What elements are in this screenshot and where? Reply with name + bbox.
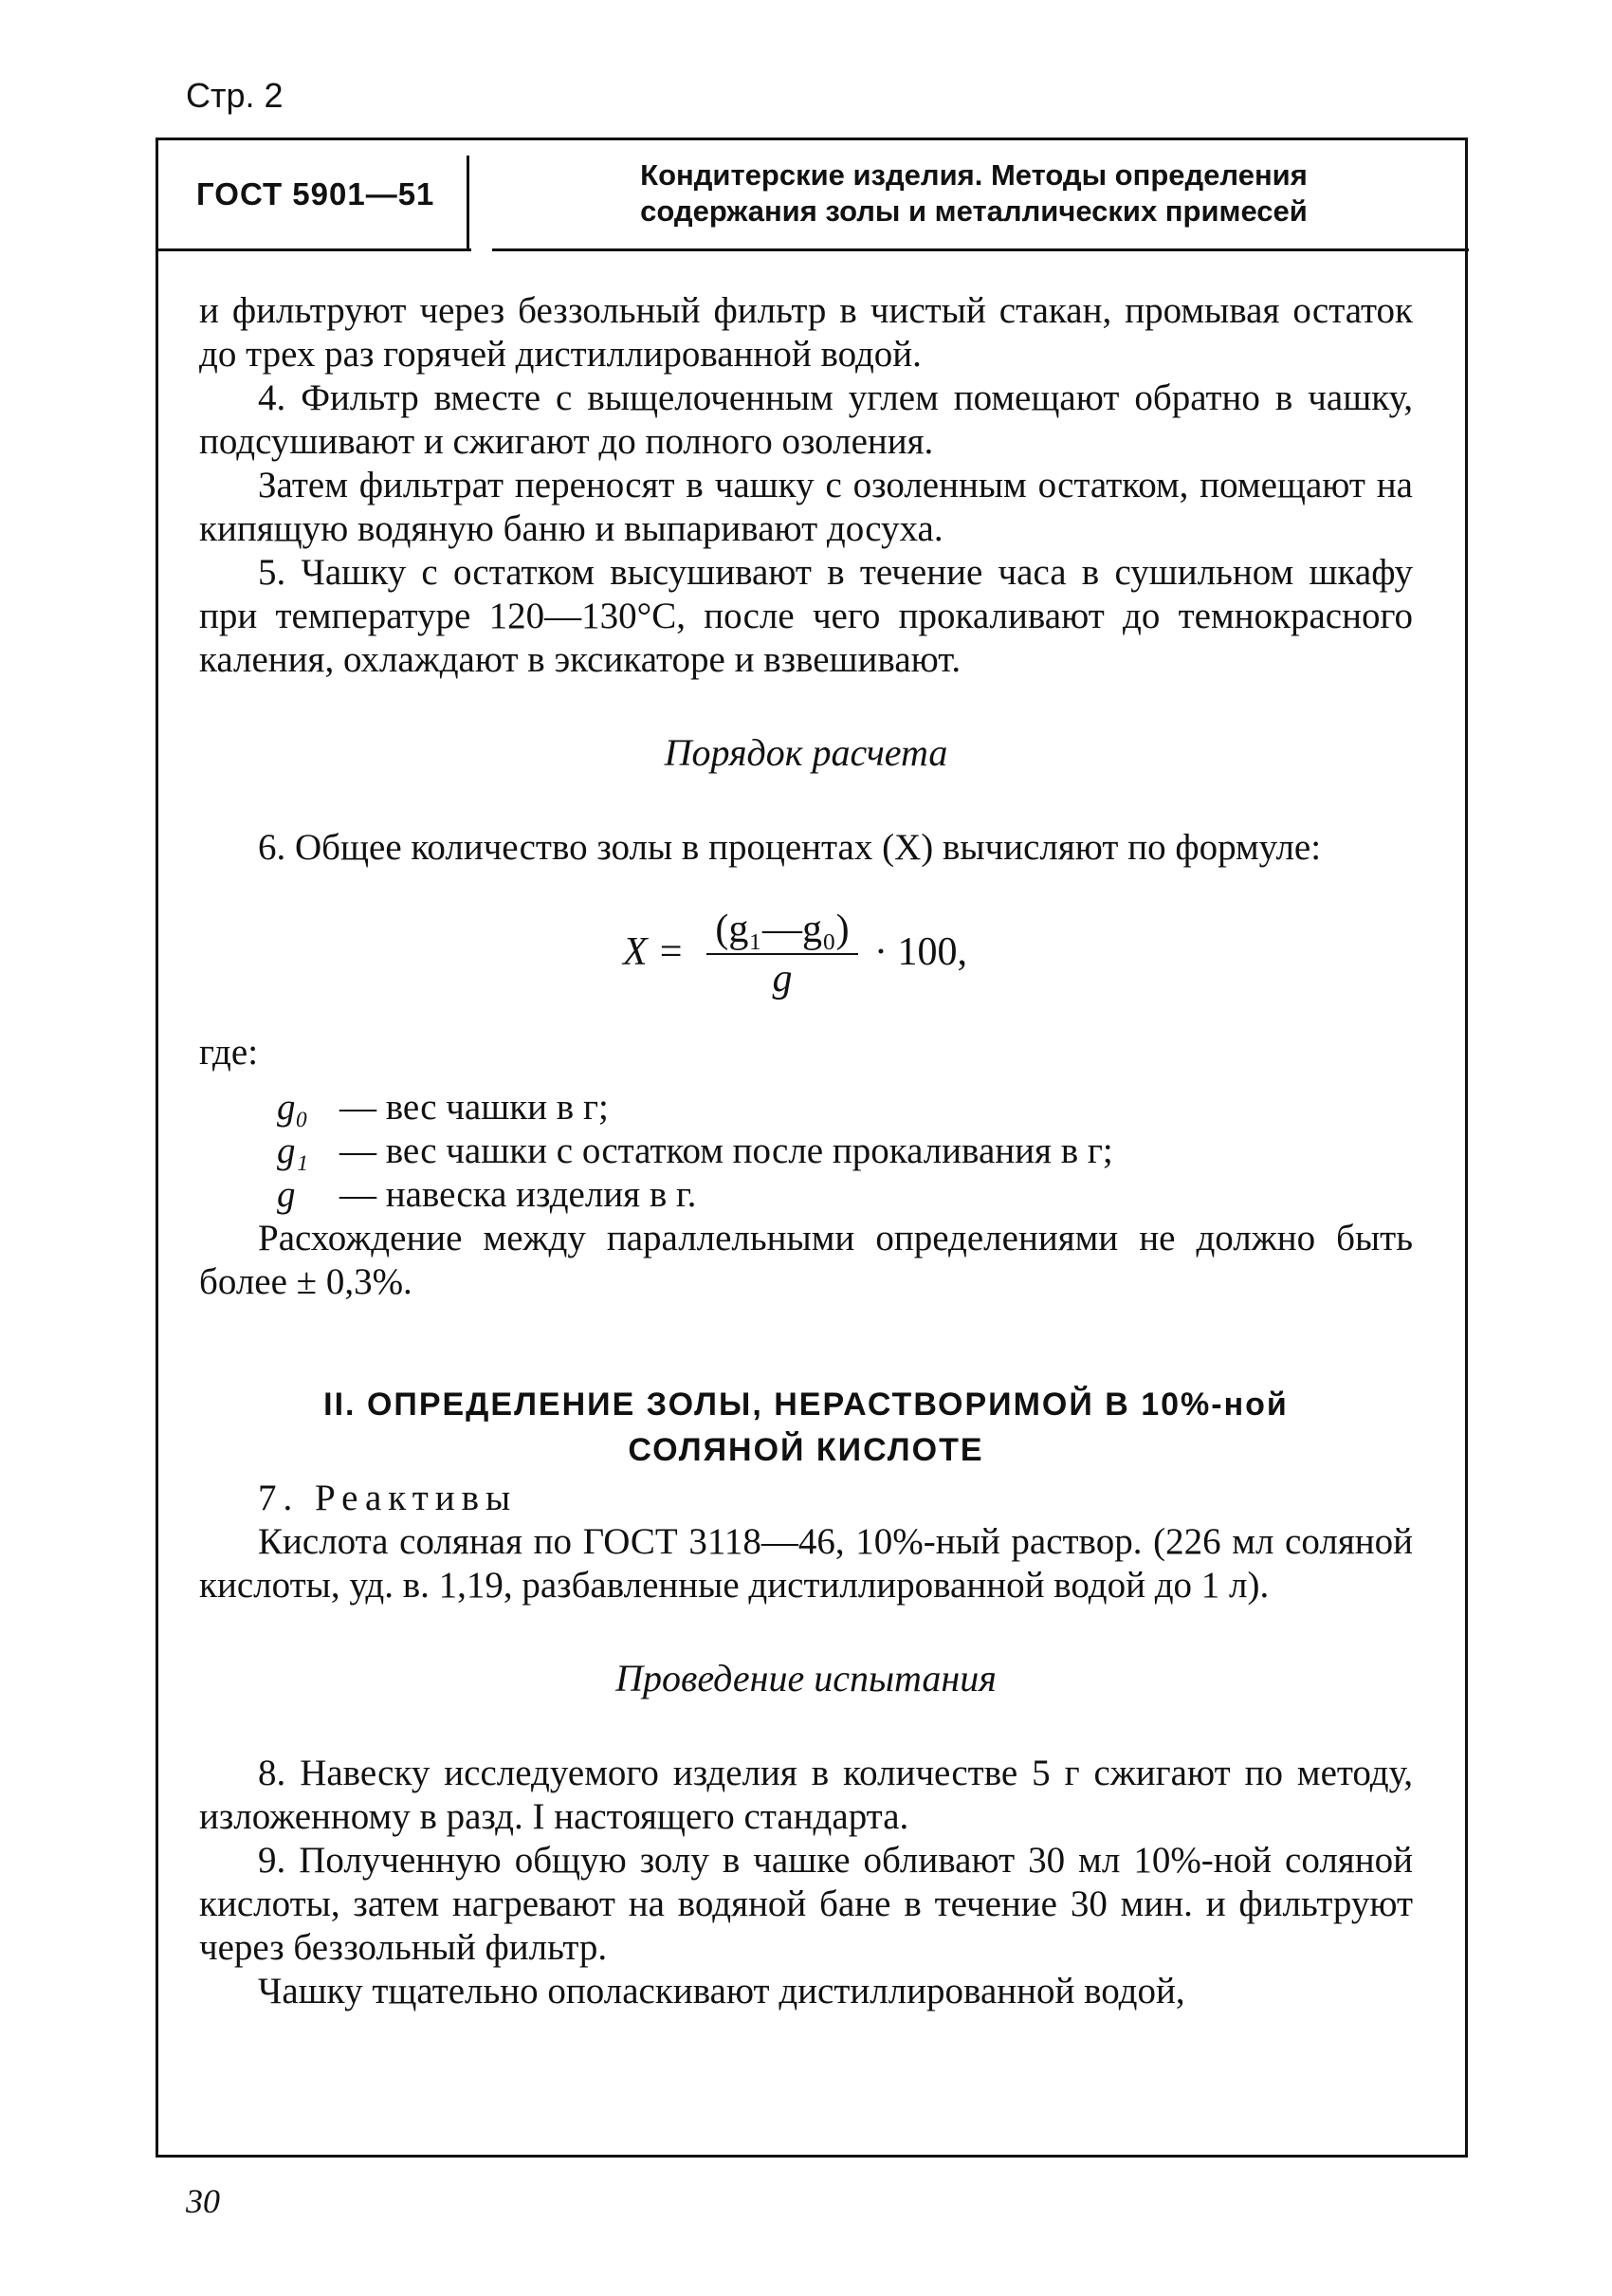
ash-formula bbox=[199, 906, 1413, 1010]
legend-row bbox=[199, 1130, 1413, 1173]
standard-code: ГОСТ 5901—51 bbox=[196, 176, 435, 211]
paragraph-item-4: 4. Фильтр вместе с выщелоченным углем помещают обратно в чашку, подсушивают и сжигают до полного озоления. bbox=[199, 377, 1413, 462]
legend-text: — вес чашки в г; bbox=[339, 1087, 609, 1128]
paragraph-item-6: 6. Общее количество золы в процентах (X) вычисляют по формуле: bbox=[258, 827, 1322, 868]
section-heading-insoluble-ash bbox=[199, 1382, 1413, 1473]
formula-denominator: g bbox=[772, 957, 793, 1001]
formula-fraction bbox=[706, 906, 858, 1002]
legend-symbol: g₁ bbox=[277, 1130, 309, 1171]
standard-header bbox=[158, 140, 1465, 254]
section-heading-line-1: II. ОПРЕДЕЛЕНИЕ ЗОЛЫ, НЕРАСТВОРИМОЙ В 10%-ной bbox=[323, 1387, 1289, 1423]
legend-text: — вес чашки с остатком после прокаливания в г; bbox=[339, 1130, 1113, 1171]
formula-lhs: X = bbox=[623, 930, 685, 974]
section-title-procedure: Проведение испытания bbox=[615, 1657, 997, 1699]
legend-symbol: g₀ bbox=[277, 1087, 309, 1128]
legend-row bbox=[199, 1173, 1413, 1217]
section-heading-line-2: СОЛЯНОЙ КИСЛОТЕ bbox=[628, 1432, 984, 1468]
header-divider bbox=[467, 156, 469, 248]
legend-row bbox=[199, 1086, 1413, 1130]
paragraph-filtrate: Затем фильтрат переносят в чашку с озоленным остатком, помещают на кипящую водяную баню и выпаривают досуха. bbox=[199, 465, 1413, 549]
paragraph-item-9: 9. Полученную общую золу в чашке обливают 30 мл 10%-ной соляной кислоты, затем нагревают на водяной бане в течение 30 мин. и фильтруют через беззольный фильтр. bbox=[199, 1840, 1413, 1968]
formula-numerator: (g₁—g₀) bbox=[706, 906, 858, 955]
page-label: Стр. 2 bbox=[186, 76, 284, 115]
formula-legend bbox=[199, 1086, 1413, 1217]
page-number: 30 bbox=[186, 2182, 220, 2220]
paragraph-divergence: Расхождение между параллельными определениями не должно быть более ± 0,3%. bbox=[199, 1218, 1413, 1302]
section-title-calculation: Порядок расчета bbox=[664, 731, 948, 774]
header-rule-left bbox=[158, 248, 471, 251]
paragraph-item-8: 8. Навеску исследуемого изделия в количестве 5 г сжигают по методу, изложенному в разд. I настоящего стандарта. bbox=[199, 1753, 1413, 1837]
paragraph-item-5: 5. Чашку с остатком высушивают в течение часа в сушильном шкафу при температуре 120—130°С, после чего прокаливают до темнокрасного каления, охлаждают в эксикаторе и взвешивают. bbox=[199, 552, 1413, 680]
standard-title-line-1: Кондитерские изделия. Методы определения bbox=[640, 158, 1308, 192]
paragraph-rinse: Чашку тщательно ополаскивают дистиллированной водой, bbox=[258, 1971, 1185, 2011]
header-rule-right bbox=[492, 248, 1469, 251]
formula-rhs: · 100, bbox=[874, 930, 967, 974]
paragraph-reagents: Кислота соляная по ГОСТ 3118—46, 10%-ный раствор. (226 мл соляной кислоты, уд. в. 1,19, разбавленные дистиллированной водой до 1 л). bbox=[199, 1521, 1413, 1606]
reagents-title: 7. Реактивы bbox=[258, 1478, 518, 1518]
where-label: где: bbox=[199, 1032, 259, 1073]
paragraph-continuation: и фильтруют через беззольный фильтр в чистый стакан, промывая остаток до трех раз горячей дистиллированной водой. bbox=[199, 290, 1413, 375]
standard-title bbox=[500, 157, 1448, 230]
legend-text: — навеска изделия в г. bbox=[339, 1174, 697, 1215]
legend-symbol: g bbox=[277, 1174, 296, 1215]
standard-title-line-2: содержания золы и металлических примесей bbox=[640, 194, 1308, 228]
document-body bbox=[199, 289, 1413, 2013]
